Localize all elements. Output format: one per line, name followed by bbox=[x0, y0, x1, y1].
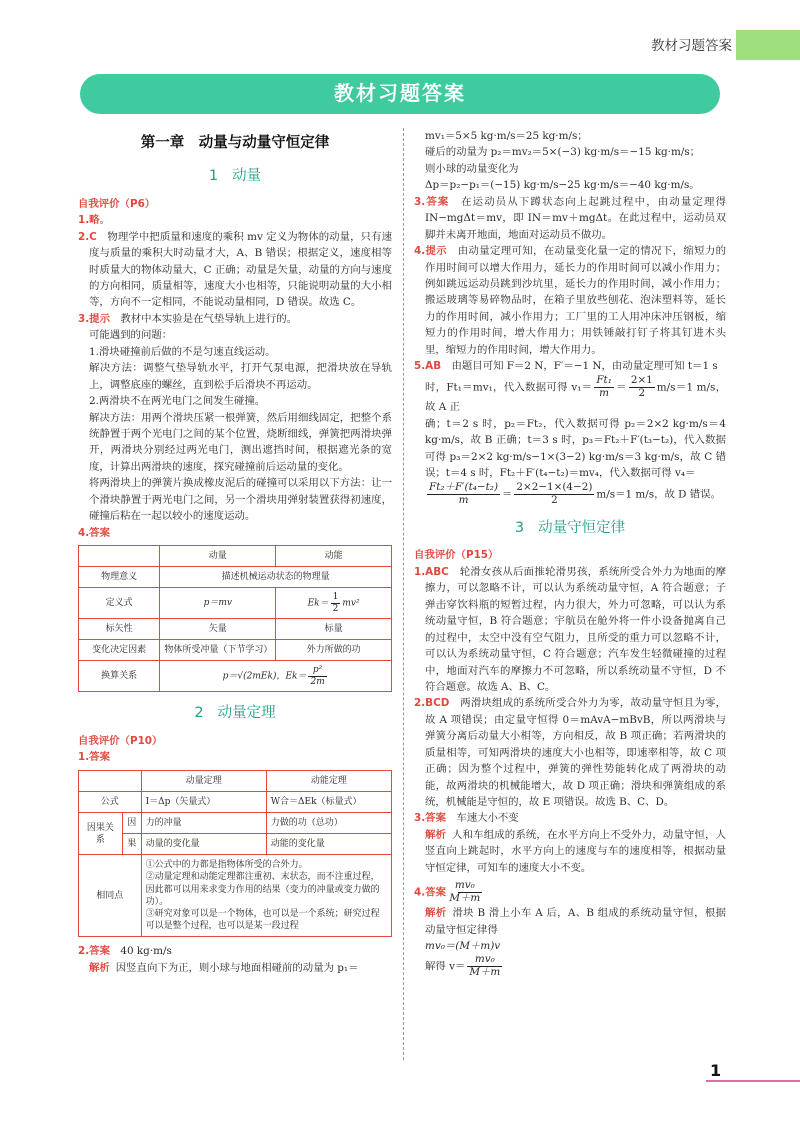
table-row-label: 因果关系 bbox=[79, 813, 123, 855]
table-row-label: 相同点 bbox=[79, 855, 142, 937]
table-row-label: 换算关系 bbox=[79, 661, 160, 692]
chapter-title: 第一章 动量与动量守恒定律 bbox=[140, 135, 330, 151]
table-row-label: 标矢性 bbox=[79, 618, 160, 639]
table-cell: p＝mv bbox=[160, 588, 276, 619]
analysis-line: 则小球的动量变化为 bbox=[425, 162, 519, 175]
self-eval-heading: 自我评价（P6） bbox=[78, 197, 156, 210]
answer-5-line: 确；t＝2 s 时，p₂＝Ft₂，代入数据可得 p₂＝2×2 kg·m/s＝4 kg·m/s，故 B 正确；t＝3 s 时，p₃＝Ft₂＋F′(t₃−t₂)，代入数据可得 p₃＝2×2 kg·m/s−1×(3−2) kg·m/s＝3 kg·m/s，故 C 错误；t＝4 s 时，Ft₂＋F′(t₄−t₂)＝mv₄，代入数据可得 v₄＝ bbox=[425, 417, 726, 480]
answer-3: 3.提示 教材中本实验是在气垫导轨上进行的。 bbox=[78, 312, 297, 325]
running-head-bar bbox=[736, 30, 800, 60]
left-column bbox=[78, 128, 392, 976]
momentum-vs-kinetic-energy-table bbox=[78, 545, 392, 692]
analysis-equation: mv₀＝(M＋m)v bbox=[425, 940, 501, 952]
table-header: 动能定理 bbox=[266, 770, 391, 791]
table-cell: W合＝ΔEk（标量式） bbox=[266, 791, 391, 812]
analysis: 解析 滑块 B 滑上小车 A 后，A、B 组成的系统动量守恒，根据动量守恒定律得 bbox=[425, 907, 727, 936]
page-number: 1 bbox=[710, 1061, 722, 1080]
answer-3-line: 可能遇到的问题： bbox=[89, 329, 173, 342]
table-cell: p＝√(2mEk)，Ek＝ $\frac{\text{p²}}{2m}$ bbox=[160, 661, 392, 692]
answer-5-line: $\frac{\text{Ft₂＋F′(t₄−t₂)}}{m}$ ＝ $\frac{2\times 2-1\times(4-2)}{2}$ m/s＝1 m/s，故 D 错误。 bbox=[429, 480, 721, 506]
impulse-vs-work-theorem-table bbox=[78, 770, 392, 937]
answer-3: 3.答案 车速大小不变 bbox=[414, 812, 519, 825]
column-divider bbox=[403, 128, 404, 1060]
section-title-2: 2 动量定理 bbox=[194, 704, 276, 721]
table-cell: 矢量 bbox=[160, 618, 276, 639]
table-cell: 力的冲量 bbox=[141, 813, 266, 834]
banner-title: 教材习题答案 bbox=[334, 81, 466, 106]
answer-3-line: 1.滑块碰撞前后做的不是匀速直线运动。 bbox=[89, 345, 276, 358]
running-head-title: 教材习题答案 bbox=[651, 38, 732, 54]
section-title-1: 1 动量 bbox=[208, 167, 262, 184]
table-row-label: 物理意义 bbox=[79, 567, 160, 588]
answer-1: 1.答案 bbox=[78, 751, 110, 764]
answer-3-line: 解决方法：用两个滑块压紧一根弹簧，然后用细线固定，把整个系统静置于两个光电门之间的某个位置，烧断细线，弹簧把两滑块弹开，两滑块分别经过两光电门，测出遮挡时间，根据遮光条的宽度，计算出两滑块的速度，探究碰撞前后运动量的变化。 bbox=[89, 411, 392, 473]
table-row-label: 果 bbox=[122, 834, 141, 855]
answer-4: 4.答案 $\frac{\text{mv₀}}{M+m}$ bbox=[414, 879, 481, 905]
analysis-line: Δp＝p₂−p₁＝(−15) kg·m/s−25 kg·m/s＝−40 kg·m/s。 bbox=[425, 179, 700, 192]
answer-2: 2.C 物理学中把质量和速度的乘积 mv 定义为物体的动量，只有速度与质量的乘积大时动量才大，A、B 错误；根据定义，速度相等时质量大的物体动量大，C 正确；动量是矢量，动量的方向与速度的方向相同，质量相等，速度大小也相等，只能说明动量的大小相等，方向不一定相同，不能说动量相同，D 错误。故选 C。 bbox=[78, 230, 393, 309]
table-cell: 动量的变化量 bbox=[141, 834, 266, 855]
table-cell: 标量 bbox=[276, 618, 392, 639]
answer-2: 2.答案 40 kg·m/s bbox=[78, 945, 172, 958]
answer-3-line: 将两滑块上的弹簧片换成橡皮泥后的碰撞可以采用以下方法：让一个滑块静置于两光电门之间，另一个滑块用弹射装置获得初速度，碰撞后粘在一起以较小的速度运动。 bbox=[89, 477, 392, 523]
table-cell: 力做的功（总功） bbox=[266, 813, 391, 834]
running-head bbox=[510, 30, 800, 60]
table-row-label: 定义式 bbox=[79, 588, 160, 619]
table-cell: Ek＝ $\frac{1}{2}$ mv² bbox=[276, 588, 392, 619]
answer-4: 4.提示 由动量定理可知，在动量变化量一定的情况下，缩短力的作用时间可以增大作用力，延长力的作用时间可以减小作用力；例如跳远运动员跳到沙坑里，延长力的作用时间，减小作用力；搬运玻璃等易碎物品时，在箱子里放些刨花、泡沫塑料等，延长力的作用时间，减小作用力；工厂里的工人用冲床冲压钢板，缩短力的作用时间，增大作用力；用铁锤敲打钉子将其钉进木头里，缩短力的作用时间，增大作用力。 bbox=[414, 245, 727, 356]
title-banner bbox=[80, 74, 720, 114]
self-eval-heading: 自我评价（P15） bbox=[414, 549, 499, 562]
self-eval-heading: 自我评价（P10） bbox=[78, 734, 163, 747]
table-cell: 描述机械运动状态的物理量 bbox=[160, 567, 392, 588]
analysis-line: mv₁＝5×5 kg·m/s＝25 kg·m/s； bbox=[425, 130, 588, 142]
table-row-label: 公式 bbox=[79, 791, 142, 812]
analysis: 解析 人和车组成的系统，在水平方向上不受外力，动量守恒，人竖直向上跳起时，水平方向上的速度与车的速度相等，根据动量守恒定律，可知车的速度大小不变。 bbox=[425, 828, 727, 874]
section-title-3: 3 动量守恒定律 bbox=[514, 519, 626, 536]
table-row-label: 因 bbox=[122, 813, 141, 834]
table-cell: ①公式中的力都是指物体所受的合外力。 ②动量定理和动能定理都注重初、末状态，而不注重过程，因此都可以用来求变力作用的结果（变力的冲量或变力做的功）。 ③研究对象可以是一个物体，也可以是一个系统；研究过程可以是整个过程，也可以是某一段过程 bbox=[141, 855, 391, 937]
table-header: 动量定理 bbox=[141, 770, 266, 791]
right-column bbox=[414, 128, 726, 979]
answer-1: 1.ABC 轮滑女孩从后面推轮滑男孩，系统所受合外力为地面的摩擦力，可以忽略不计，可以认为系统动量守恒，A 符合题意；子弹击穿饮料瓶的短暂过程，内力很大，外力可忽略，可以认为系统动量守恒，B 符合题意；宇航员在舱外将一件小设备抛离自己的过程中，太空中没有空气阻力，且所受的重力可以忽略不计，可以认为系统动量守恒，C 符合题意；汽车发生轻微碰撞的过程中，地面对汽车的摩擦力不可忽略，所以系统动量不守恒，D 不符合题意。故选 A、B、C。 bbox=[414, 565, 726, 693]
answer-5: 5.AB 由题目可知 F＝2 N，F′＝−1 N，由动量定理可知 t＝1 s bbox=[414, 360, 718, 373]
answer-1: 1.略。 bbox=[78, 214, 110, 227]
answer-4: 4.答案 bbox=[78, 526, 110, 539]
answer-3-line: 2.两滑块不在两光电门之间发生碰撞。 bbox=[89, 395, 266, 408]
answer-3-line: 解决方法：调整气垫导轨水平，打开气泵电源，把滑块放在导轨上，调整底座的螺丝，直到松手后滑块不再运动。 bbox=[89, 362, 392, 391]
table-cell: 外力所做的功 bbox=[276, 640, 392, 661]
table-cell: 动能的变化量 bbox=[266, 834, 391, 855]
answer-2: 2.BCD 两滑块组成的系统所受合外力为零，故动量守恒且为零，故 A 项错误；由定量守恒得 0＝mAvA−mBvB，所以两滑块与弹簧分离后动量大小相等，方向相反，故 B 项正确；若两滑块的质量相等，可知两滑块的速度大小也相等，即速率相等，故 C 项正确；因为整个过程中，弹簧的弹性势能转化成了两滑块的动能，故两滑块的机械能增大，故 D 项正确；滑块和弹簧组成的系统，机械能是守恒的，故 E 项错误。故选 B、C、D。 bbox=[414, 697, 726, 809]
answer-3: 3.答案 在运动员从下蹲状态向上起跳过程中，由动量定理得 IN−mgΔt＝mv，即 IN＝mv＋mgΔt。在此过程中，运动员双脚并未离开地面，地面对运动员不做功。 bbox=[414, 195, 726, 241]
analysis-line: 碰后的动量为 p₂＝mv₂＝5×(−3) kg·m/s＝−15 kg·m/s； bbox=[425, 146, 701, 159]
analysis: 解析 因竖直向下为正，则小球与地面相碰前的动量为 p₁＝ bbox=[89, 961, 359, 974]
analysis-solution: 解得 v＝ $\frac{\text{mv₀}}{M+m}$ bbox=[425, 953, 501, 979]
table-row-label: 变化决定因素 bbox=[79, 640, 160, 661]
table-cell: 物体所受冲量（下节学习） bbox=[160, 640, 276, 661]
table-header: 动能 bbox=[276, 546, 392, 567]
table-header: 动量 bbox=[160, 546, 276, 567]
answer-5-line: 时，Ft₁＝mv₁，代入数据可得 v₁＝ $\frac{\text{Ft₁}}{m}$ ＝ $\frac{2\times 1}{2}$ m/s＝1 m/s，故 A 正 bbox=[425, 373, 726, 414]
table-cell: I＝Δp（矢量式） bbox=[141, 791, 266, 812]
page-number-underline bbox=[706, 1080, 800, 1082]
